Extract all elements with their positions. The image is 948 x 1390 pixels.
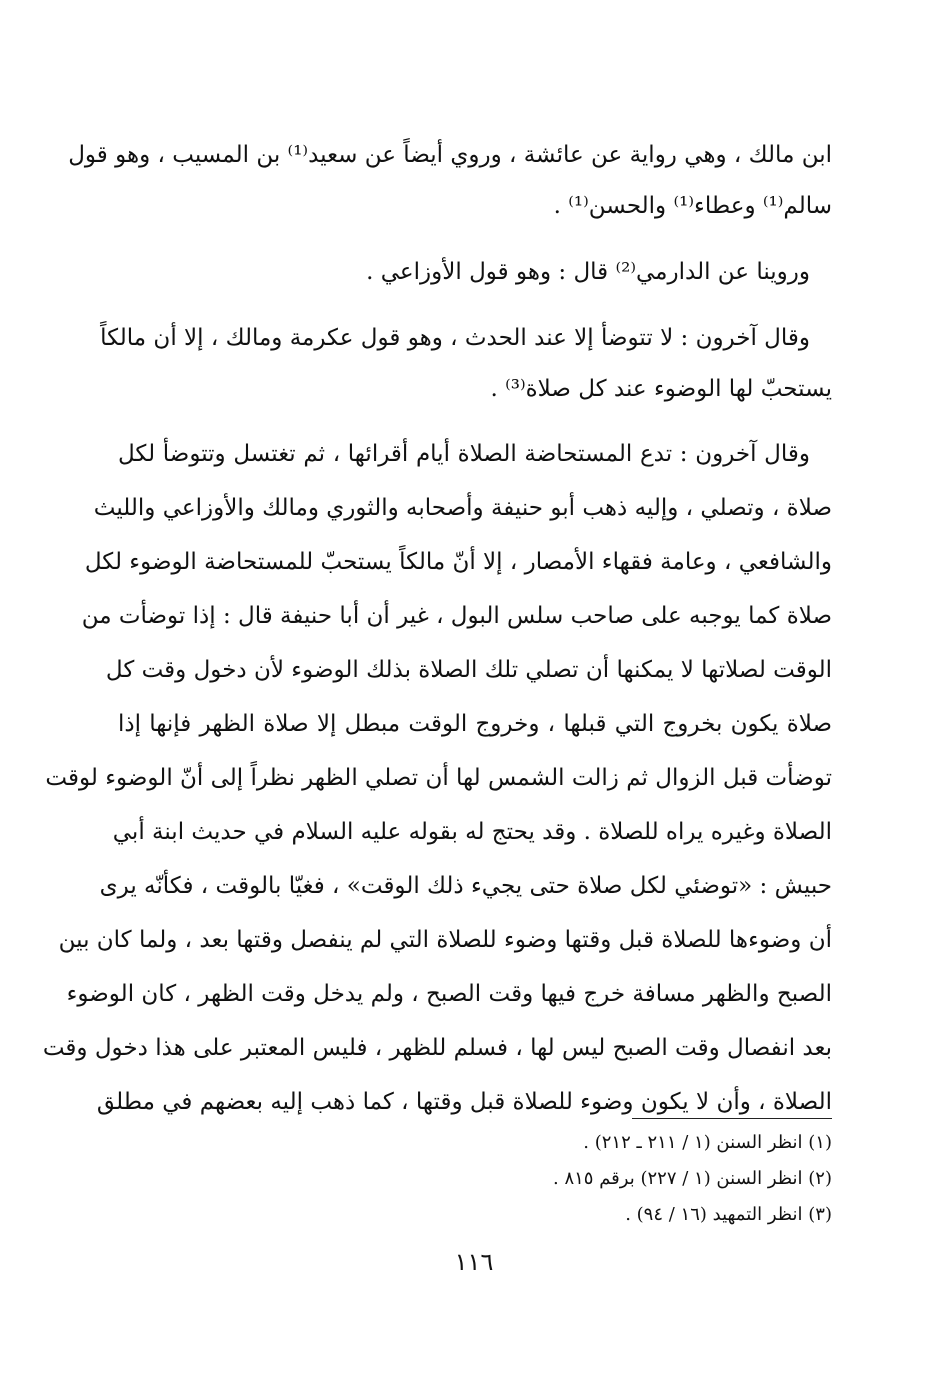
body-line-12: توضأت قبل الزوال ثم زالت الشمس لها أن تصلي الظهر نظراً إلى أنّ الوضوء لوقت <box>45 765 832 791</box>
body-line-10: الوقت لصلاتها لا يمكنها أن تصلي تلك الصلاة بذلك الوضوء لأن دخول وقت كل <box>105 657 832 683</box>
body-line-1: ابن مالك ، وهي رواية عن عائشة ، وروي أيضاً عن سعيد⁽¹⁾ بن المسيب ، وهو قول <box>68 142 832 168</box>
body-line-14: حبيش : «توضئي لكل صلاة حتى يجيء ذلك الوقت» ، فغيّا بالوقت ، فكأنّه يرى <box>99 873 832 899</box>
page-number: ١١٦ <box>454 1248 494 1276</box>
body-line-16: الصبح والظهر مسافة خرج فيها وقت الصبح ، ولم يدخل وقت الظهر ، كان الوضوء <box>66 981 832 1007</box>
body-line-2: سالم⁽¹⁾ وعطاء⁽¹⁾ والحسن⁽¹⁾ . <box>553 193 832 219</box>
body-line-9: صلاة كما يوجبه على صاحب سلس البول ، غير أن أبا حنيفة قال : إذا توضأت من <box>81 603 832 629</box>
footnote-2: (٢) انظر السنن (١ / ٢٢٧) برقم ٨١٥ . <box>553 1168 832 1189</box>
body-line-11: صلاة يكون بخروج التي قبلها ، وخروج الوقت مبطل إلا صلاة الظهر فإنها إذا <box>118 711 832 737</box>
body-line-15: أن وضوءها للصلاة قبل وقتها وضوء للصلاة التي لم ينفصل وقتها بعد ، ولما كان بين <box>58 927 832 953</box>
body-line-5: يستحبّ لها الوضوء عند كل صلاة⁽³⁾ . <box>490 376 832 402</box>
body-line-7: صلاة ، وتصلي ، وإليه ذهب أبو حنيفة وأصحابه والثوري ومالك والأوزاعي والليث <box>93 495 832 521</box>
body-line-3: وروينا عن الدارمي⁽²⁾ قال : وهو قول الأوزاعي . <box>366 259 810 285</box>
footnote-3: (٣) انظر التمهيد (١٦ / ٩٤) . <box>625 1204 832 1225</box>
footnote-1: (١) انظر السنن (١ / ٢١١ ـ ٢١٢) . <box>583 1132 832 1153</box>
body-line-8: والشافعي ، وعامة فقهاء الأمصار ، إلا أنّ مالكاً يستحبّ للمستحاضة الوضوء لكل <box>84 549 832 575</box>
footnote-separator <box>632 1118 832 1119</box>
body-line-18: الصلاة ، وأن لا يكون وضوء للصلاة قبل وقتها ، كما ذهب إليه بعضهم في مطلق <box>96 1089 832 1115</box>
body-line-6: وقال آخرون : تدع المستحاضة الصلاة أيام أقرائها ، ثم تغتسل وتتوضأ لكل <box>118 441 810 467</box>
body-line-13: الصلاة وغيره يراه للصلاة . وقد يحتج له بقوله عليه السلام في حديث ابنة أبي <box>112 819 832 845</box>
body-line-4: وقال آخرون : لا تتوضأ إلا عند الحدث ، وهو قول عكرمة ومالك ، إلا أن مالكاً <box>100 325 810 351</box>
body-line-17: بعد انفصال وقت الصبح ليس لها ، فسلم للظهر ، فليس المعتبر على هذا دخول وقت <box>42 1035 832 1061</box>
